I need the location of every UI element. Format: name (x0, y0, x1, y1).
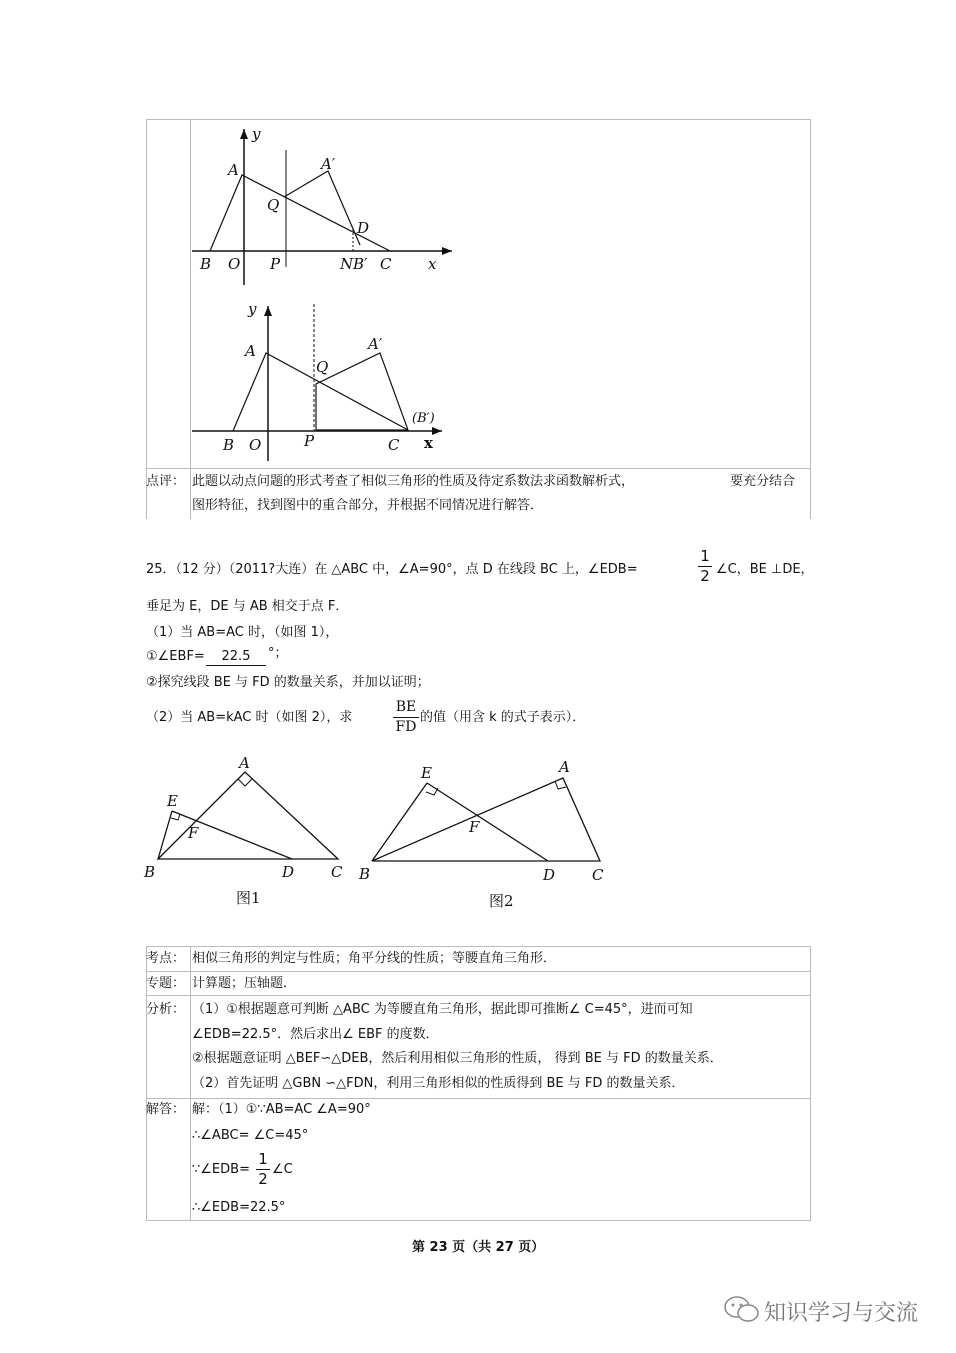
answer-blank: 22.5 (206, 649, 266, 666)
label-Q: Q (267, 196, 280, 214)
label-P: P (270, 255, 281, 273)
kaodian-label: 考点： (146, 951, 186, 966)
label-x: x (428, 255, 437, 273)
fenxi-label: 分析： (146, 1002, 186, 1017)
analysis-table-bottom (146, 1220, 811, 1221)
label-B: B (359, 865, 371, 883)
label-F: F (469, 818, 480, 836)
jieda-line3-post: ∠C (272, 1162, 293, 1177)
comment-line1b: 要充分结合 (730, 474, 796, 489)
label-E: E (421, 764, 432, 782)
problem-line5: ②探究线段 BE 与 FD 的数量关系，并加以证明； (146, 675, 430, 690)
label-P: P (304, 432, 315, 450)
watermark-text: 知识学习与交流 (764, 1301, 919, 1326)
problem-line1b: ∠C，BE ⊥DE， (716, 562, 814, 577)
label-D: D (282, 863, 295, 881)
comment-line1: 此题以动点问题的形式考查了相似三角形的性质及待定系数法求函数解析式， (192, 474, 635, 489)
label-N: N (340, 255, 354, 273)
jieda-label: 解答： (146, 1102, 186, 1117)
label-C: C (380, 255, 392, 273)
label-A-prime: A′ (321, 155, 336, 173)
fraction-denominator: 2 (700, 567, 710, 585)
analysis-row-divider (146, 995, 811, 996)
problem-line4-post: °； (268, 646, 288, 661)
problem-line1a: 25．（12 分）（2011?大连）在 △ABC 中，∠A=90°，点 D 在线段 BC 上，∠EDB= (146, 562, 638, 577)
problem-fraction (698, 548, 712, 585)
label-B-prime: B′ (353, 255, 368, 273)
analysis-table-inner (190, 946, 191, 1221)
figure-2-caption: 图2 (489, 892, 514, 910)
label-C: C (331, 863, 343, 881)
label-A: A (559, 758, 570, 776)
kaodian-text: 相似三角形的判定与性质；角平分线的性质；等腰直角三角形． (192, 951, 557, 966)
wechat-icon (722, 1294, 762, 1324)
problem-line6-pre: （2）当 AB=kAC 时（如图 2），求 (146, 710, 353, 725)
analysis-row-divider (146, 971, 811, 972)
zhuanti-label: 专题： (146, 976, 186, 991)
figure-1-caption: 图1 (236, 889, 261, 907)
analysis-table-top (146, 946, 811, 947)
label-A: A (245, 342, 256, 360)
label-B: B (200, 255, 212, 273)
top-table-left-border (146, 119, 147, 519)
coordinate-figure-a (190, 125, 455, 290)
label-D: D (543, 866, 556, 884)
comment-label: 点评： (146, 474, 186, 489)
fenxi-line3: ②根据题意证明 △BEF∽△DEB，然后利用相似三角形的性质， 得到 BE 与 FD 的数量关系． (192, 1051, 723, 1066)
analysis-row-divider (146, 1098, 811, 1099)
label-D: D (357, 219, 370, 237)
jieda-line4: ∴∠EDB=22.5° (192, 1200, 286, 1215)
label-B: B (144, 863, 156, 881)
label-O: O (249, 436, 262, 454)
problem-line2: 垂足为 E，DE 与 AB 相交于点 F． (146, 599, 349, 614)
problem-line6-post: 的值（用含 k 的式子表示）． (420, 710, 586, 725)
top-table-row-border (146, 468, 811, 469)
fenxi-line4: （2）首先证明 △GBN ∽△FDN，利用三角形相似的性质得到 BE 与 FD 的数量关系． (192, 1076, 685, 1091)
top-table-right-border (810, 119, 811, 519)
comment-line2: 图形特征，找到图中的重合部分，并根据不同情况进行解答． (192, 498, 544, 513)
label-B-prime: (B′) (412, 411, 435, 426)
label-F: F (188, 824, 199, 842)
problem-line4-pre: ①∠EBF= (146, 649, 205, 664)
jieda-fraction (256, 1151, 270, 1188)
label-C: C (388, 436, 400, 454)
coordinate-figure-b (190, 296, 455, 464)
fenxi-line2: ∠EDB=22.5°．然后求出∠ EBF 的度数． (192, 1027, 439, 1042)
label-A-prime: A′ (368, 335, 383, 353)
label-y: y (248, 300, 257, 318)
label-O: O (228, 255, 241, 273)
fraction-numerator: 1 (258, 1150, 268, 1168)
jieda-line3-pre: ∵∠EDB= (192, 1162, 250, 1177)
jieda-line1: 解：（1）①∵AB=AC ∠A=90° (192, 1102, 371, 1117)
label-C: C (592, 866, 604, 884)
top-table-border (146, 119, 811, 120)
fraction-numerator: 1 (700, 547, 710, 565)
jieda-line2: ∴∠ABC= ∠C=45° (192, 1128, 309, 1143)
figure-1 (140, 752, 355, 912)
page-number: 第 23 页（共 27 页） (412, 1240, 545, 1255)
fenxi-line1: （1）①根据题意可判断 △ABC 为等腰直角三角形，据此即可推断∠ C=45°，进而可知 (192, 1002, 693, 1017)
label-x: x (424, 434, 433, 452)
label-Q: Q (316, 358, 329, 376)
fraction-denominator: 2 (258, 1170, 268, 1188)
label-A: A (228, 161, 239, 179)
fraction-bar (393, 717, 419, 718)
label-A: A (239, 754, 250, 772)
analysis-table-right (810, 946, 811, 1221)
fraction-denominator: FD (395, 719, 417, 735)
figure-2 (355, 752, 615, 917)
fraction-numerator: BE (395, 699, 417, 715)
label-y: y (252, 125, 261, 143)
problem-line3: （1）当 AB=AC 时，（如图 1）， (146, 625, 339, 640)
label-B: B (223, 436, 235, 454)
label-E: E (167, 792, 178, 810)
be-fd-fraction (393, 699, 419, 736)
zhuanti-text: 计算题；压轴题． (192, 976, 297, 991)
